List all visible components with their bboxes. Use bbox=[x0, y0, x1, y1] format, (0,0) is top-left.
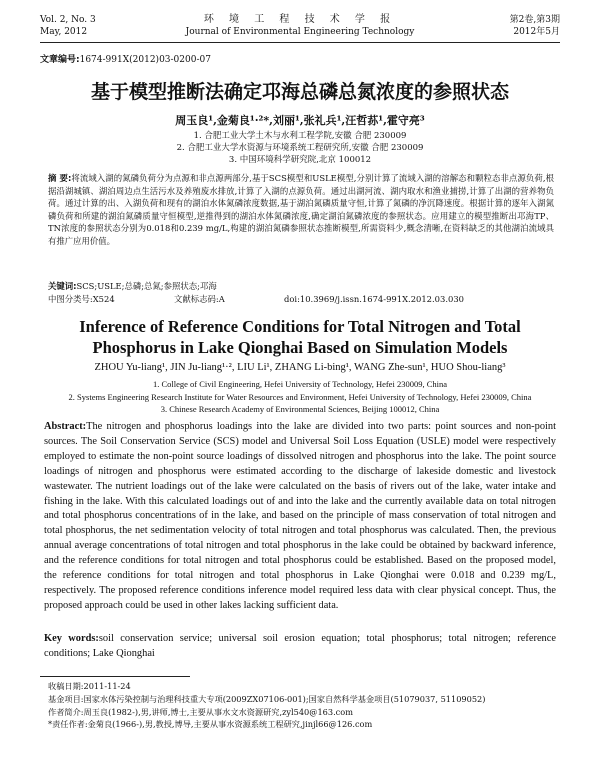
abstract-cn bbox=[48, 172, 554, 248]
title-cn: 基于模型推断法确定邛海总磷总氮浓度的参照状态 bbox=[90, 81, 509, 103]
affiliation-en-2: 2. Systems Engineering Research Institute for Water Resources and Environment, Hefei University of Technology, Hefei 230009, China bbox=[68, 391, 532, 402]
abstract-en-text: The nitrogen and phosphorus loadings into the lake are divided into two parts: point sources and non-point sources. The Soil Conservation Service (SCS) model and Universal Soil Loss Equation (USLE) model were respectively employed to estimate the non-point source loadings of dissolved nitrogen and phosphorus into the lake. The point source loadings of nitrogen and phosphorus were estimated according to the discharge of lakeside domestic and livestock wastewater. The nutrient loadings out of the lake were calculated on the basis of rivers out of the lake, water intake and fishing in the lake. With this calculated loadings out of and into the lake and the currently available data on total nitrogen and total phosphorus concentrations of in the lake, and based on the principle of mass conservation of total nitrogen and total phosphorus, the net sedimentation velocity of total nitrogen and total phosphorus was calculated. Then, the previous annual average concentrations of total nitrogen and total phosphorus in the lake could be obtained by backward inference, and the reference conditions for total nitrogen and total phosphorus could be established. Based on the proposed model, the reference conditions for total nitrogen and total phosphorus in Lake Qionghai were 0.018 and 0.239 mg/L, respectively. The proposed reference conditions inference model required less data with clear physical concept. Thus, the proposed approach could be used in other lakes lacking sufficient data. bbox=[44, 421, 556, 611]
keywords-en-label: Key words: bbox=[44, 633, 99, 644]
footnote-corresponding: *责任作者:金菊良(1966-),男,教授,博导,主要从事水资源系统工程研究,jinjl66@126.com bbox=[48, 719, 373, 730]
title-en: Inference of Reference Conditions for Total Nitrogen and Total Phosphorus in Lake Qionghai Based on Simulation Models bbox=[79, 317, 521, 357]
authors-cn: 周玉良¹,金菊良¹·²*,刘丽¹,张礼兵¹,汪哲荪¹,霍守亮³ bbox=[175, 114, 425, 127]
affiliation-en-3: 3. Chinese Research Academy of Environmental Sciences, Beijing 100012, China bbox=[160, 404, 440, 414]
footnote-author-bio: 作者简介:周玉良(1982-),男,讲师,博士,主要从事水文水资源研究,zyl540@163.com bbox=[48, 706, 353, 717]
footnote-received: 收稿日期:2011-11-24 bbox=[48, 681, 131, 691]
running-header bbox=[40, 14, 560, 44]
article-number-label: 文章编号: bbox=[40, 55, 80, 65]
header-issue-cn-line1: 第2卷,第3期 bbox=[509, 15, 560, 25]
keywords-cn bbox=[48, 280, 554, 292]
header-journal-cn: 环 境 工 程 技 术 学 报 bbox=[203, 14, 397, 25]
affiliation-en-1: 1. College of Civil Engineering, Hefei University of Technology, Hefei 230009, China bbox=[152, 379, 447, 389]
abstract-en-label: Abstract: bbox=[44, 421, 87, 432]
header-issue-cn bbox=[510, 14, 560, 38]
abstract-cn-text: 将流域入湖的氮磷负荷分为点源和非点源两部分,基于SCS模型和USLE模型,分别计算了流域入湖的溶解态和颗粒态非点源负荷,根据沿湖城镇、湖泊周边点生活污水及养殖废水排放,计算了入湖的点源负荷。通过出湖河流、湖内取水和渔业捕捞,计算了出湖的营养物负荷。通过计算的出、入湖负荷和现有的湖泊水体氮磷浓度数据,基于湖泊氮磷质量守恒,计算了氮磷的净沉降速度。根据计算的逐年入湖氮磷负荷和所建的湖泊氮磷质量守恒模型,逆推得到的湖泊水体氮磷浓度,确定湖泊氮磷浓度的参照状态。应用建立的模型推断出邛海TP、TN浓度的参照状态分别为0.018和0.239 mg/L,构建的湖泊氮磷参照状态推断模型,所需资料少,概念清晰,在资料缺乏的其他湖泊流域具有推广应用价值。 bbox=[48, 173, 554, 246]
footnote-rule bbox=[40, 676, 190, 677]
affiliations-en bbox=[20, 378, 580, 416]
doi: doi:10.3969/j.issn.1674-991X.2012.03.030 bbox=[284, 294, 464, 304]
clc-number: 中图分类号:X524 bbox=[48, 294, 115, 304]
header-issue-cn-line2: 2012年5月 bbox=[513, 27, 560, 37]
affiliation-cn-2: 2. 合肥工业大学水资源与环境系统工程研究所,安徽 合肥 230009 bbox=[176, 143, 424, 153]
article-number-value: 1674-991X(2012)03-0200-07 bbox=[79, 55, 211, 65]
article-number bbox=[40, 52, 211, 65]
footnote-funding: 基金项目:国家水体污染控制与治理科技重大专项(2009ZX07106-001);国家自然科学基金项目(51079037, 51109052) bbox=[48, 693, 486, 704]
header-journal-en: Journal of Environmental Engineering Technology bbox=[185, 27, 415, 37]
authors-en: ZHOU Yu-liang¹, JIN Ju-liang¹·², LIU Li¹, ZHANG Li-bing¹, WANG Zhe-sun¹, HUO Shou-liang³ bbox=[94, 362, 506, 373]
footnotes bbox=[48, 680, 560, 731]
affiliation-cn-1: 1. 合肥工业大学土木与水利工程学院,安徽 合肥 230009 bbox=[193, 131, 407, 141]
keywords-cn-text: SCS;USLE;总磷;总氮;参照状态;邛海 bbox=[76, 281, 217, 291]
keywords-en-text: soil conservation service; universal soil erosion equation; total phosphorus; total nitrogen; reference conditions; Lake Qionghai bbox=[44, 633, 556, 659]
affiliation-cn-3: 3. 中国环境科学研究院,北京 100012 bbox=[228, 155, 372, 165]
header-rule bbox=[40, 42, 560, 43]
header-volume-date: May, 2012 bbox=[40, 27, 88, 37]
classification-meta bbox=[48, 293, 554, 305]
header-volume-issue: Vol. 2, No. 3 bbox=[40, 15, 96, 25]
abstract-cn-label: 摘 要: bbox=[48, 173, 72, 183]
keywords-cn-label: 关键词: bbox=[48, 281, 77, 291]
header-journal bbox=[40, 14, 560, 38]
affiliations-cn bbox=[0, 130, 600, 166]
document-code: 文献标志码:A bbox=[174, 294, 225, 304]
keywords-en bbox=[44, 632, 556, 661]
abstract-en bbox=[44, 420, 556, 614]
